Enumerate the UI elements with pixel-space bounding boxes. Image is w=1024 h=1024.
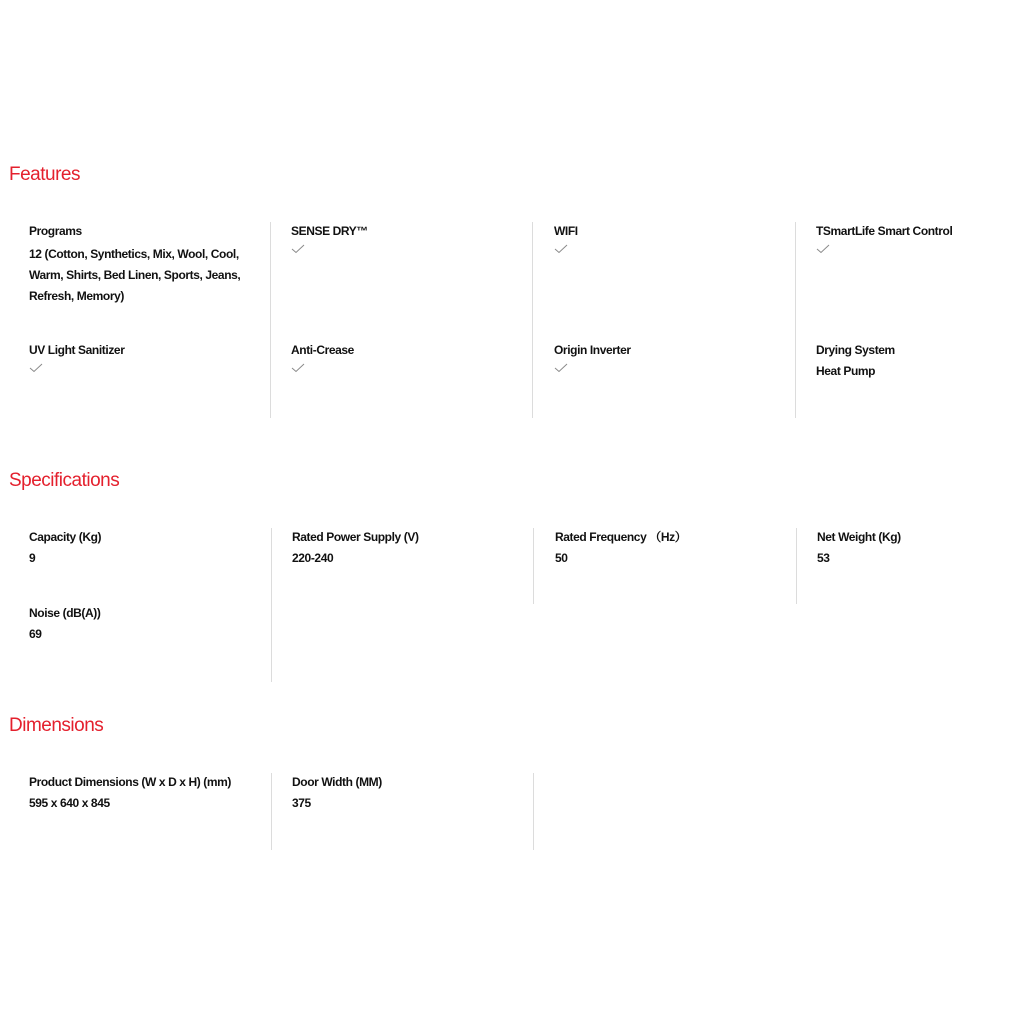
spec-rated-frequency — [555, 529, 795, 569]
spec-value: 9 — [29, 551, 36, 565]
dimension-value: 375 — [292, 796, 311, 810]
spec-value: 53 — [817, 551, 830, 565]
feature-sense-dry — [291, 223, 531, 254]
column-divider — [795, 222, 796, 418]
check-icon — [291, 244, 305, 254]
spec-value: 220-240 — [292, 551, 334, 565]
dimension-product-dimensions — [29, 774, 269, 814]
column-divider — [271, 528, 272, 682]
column-divider — [533, 528, 534, 604]
feature-label: SENSE DRY™ — [291, 224, 368, 238]
spec-value: 50 — [555, 551, 568, 565]
feature-drying-system — [816, 342, 1016, 382]
feature-label: Programs — [29, 224, 82, 238]
dimension-value: 595 x 640 x 845 — [29, 796, 110, 810]
spec-capacity — [29, 529, 269, 569]
dimension-label: Product Dimensions (W x D x H) (mm) — [29, 775, 232, 789]
spec-label: Capacity (Kg) — [29, 530, 102, 544]
spec-rated-power-supply — [292, 529, 532, 569]
feature-origin-inverter — [554, 342, 794, 373]
column-divider — [532, 222, 533, 418]
column-divider — [271, 773, 272, 850]
column-divider — [270, 222, 271, 418]
spec-label: Net Weight (Kg) — [817, 530, 901, 544]
feature-programs — [29, 223, 269, 307]
feature-label: UV Light Sanitizer — [29, 343, 125, 357]
dimension-label: Door Width (MM) — [292, 775, 382, 789]
spec-label: Rated Power Supply (V) — [292, 530, 419, 544]
feature-label: TSmartLife Smart Control — [816, 224, 953, 238]
spec-label: Rated Frequency （Hz） — [555, 530, 687, 544]
column-divider — [533, 773, 534, 850]
check-icon — [554, 363, 568, 373]
feature-tsmartlife — [816, 223, 1016, 254]
feature-label: WIFI — [554, 224, 578, 238]
feature-label: Anti-Crease — [291, 343, 354, 357]
feature-wifi — [554, 223, 794, 254]
dimensions-heading: Dimensions — [9, 715, 104, 736]
spec-value: 69 — [29, 627, 42, 641]
features-heading: Features — [9, 164, 80, 185]
dimension-door-width — [292, 774, 532, 814]
specifications-heading: Specifications — [9, 470, 120, 491]
spec-noise — [29, 605, 269, 645]
feature-value: 12 (Cotton, Synthetics, Mix, Wool, Cool, Warm, Shirts, Bed Linen, Sports, Jeans, Refresh, Memory) — [29, 247, 241, 303]
feature-label: Origin Inverter — [554, 343, 631, 357]
check-icon — [29, 363, 43, 373]
feature-label: Drying System — [816, 343, 895, 357]
feature-anti-crease — [291, 342, 531, 373]
column-divider — [796, 528, 797, 604]
check-icon — [554, 244, 568, 254]
spec-label: Noise (dB(A)) — [29, 606, 101, 620]
feature-uv-light-sanitizer — [29, 342, 269, 373]
feature-value: Heat Pump — [816, 364, 876, 378]
spec-net-weight — [817, 529, 1017, 569]
check-icon — [291, 363, 305, 373]
check-icon — [816, 244, 830, 254]
